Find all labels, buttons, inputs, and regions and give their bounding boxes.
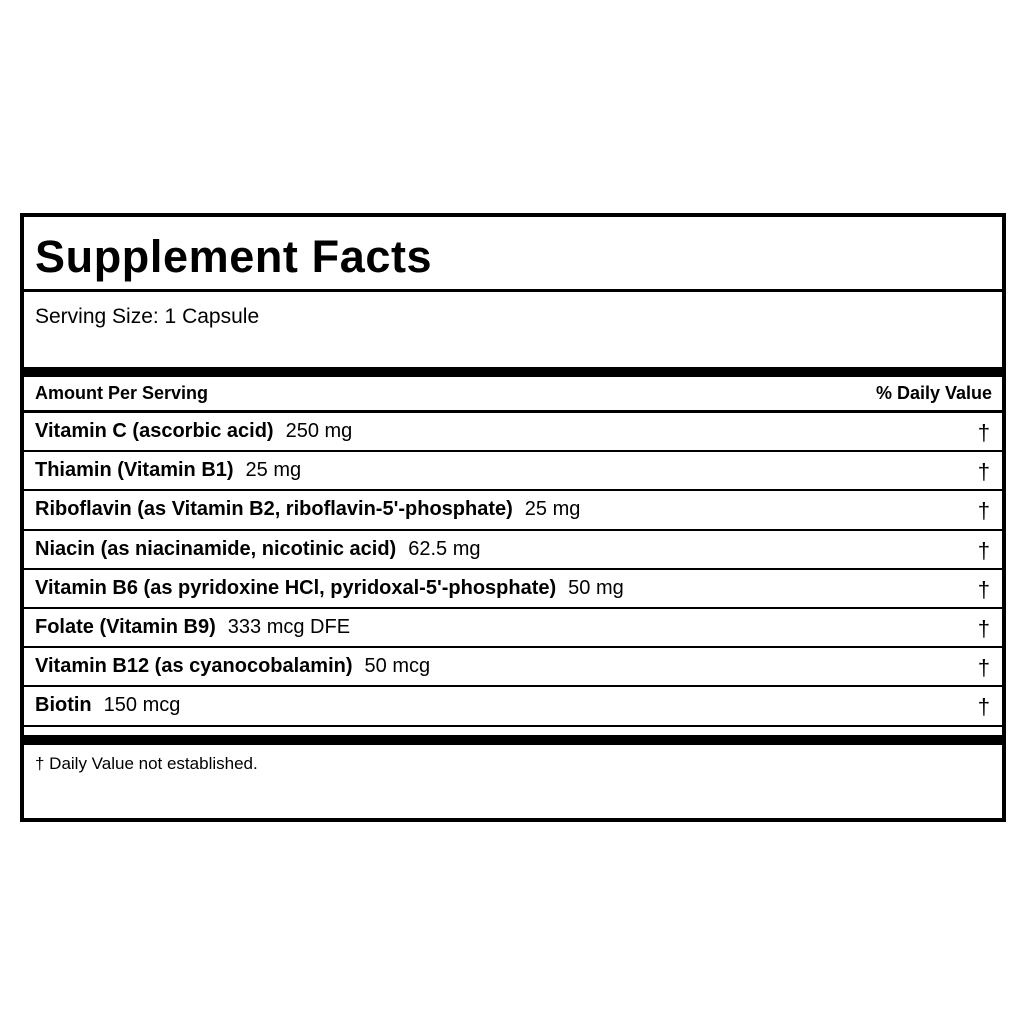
footnote: † Daily Value not established. bbox=[35, 754, 258, 773]
column-header-row bbox=[24, 377, 1002, 413]
title-section bbox=[24, 217, 1002, 292]
daily-value-dagger: † bbox=[977, 655, 990, 681]
nutrient-row bbox=[24, 531, 1002, 570]
nutrient-name: Thiamin (Vitamin B1) bbox=[35, 459, 234, 482]
nutrient-name: Niacin (as niacinamide, nicotinic acid) bbox=[35, 537, 397, 560]
nutrient-amount: 150 mcg bbox=[103, 694, 181, 717]
daily-value-dagger: † bbox=[977, 694, 990, 720]
daily-value-dagger: † bbox=[977, 576, 990, 602]
daily-value-dagger: † bbox=[977, 420, 990, 445]
nutrient-name: Vitamin C (ascorbic acid) bbox=[35, 420, 274, 442]
nutrient-row bbox=[24, 452, 1002, 491]
daily-value-dagger: † bbox=[977, 498, 990, 524]
nutrient-amount: 25 mg bbox=[524, 498, 581, 521]
nutrient-row bbox=[24, 687, 1002, 726]
amount-per-serving-header: Amount Per Serving bbox=[35, 383, 209, 403]
daily-value-header: % Daily Value bbox=[875, 383, 992, 403]
thick-divider-top bbox=[24, 367, 1002, 377]
nutrient-name: Vitamin B12 (as cyanocobalamin) bbox=[35, 655, 353, 678]
supplement-facts-panel bbox=[20, 213, 1006, 822]
nutrient-amount: 333 mcg DFE bbox=[227, 615, 351, 638]
nutrient-row bbox=[24, 491, 1002, 530]
serving-size: Serving Size: 1 Capsule bbox=[35, 305, 260, 328]
daily-value-dagger: † bbox=[977, 459, 990, 485]
nutrient-amount: 50 mcg bbox=[364, 655, 431, 678]
nutrient-amount: 250 mg bbox=[285, 420, 353, 442]
thick-divider-bottom bbox=[24, 735, 1002, 745]
nutrient-name: Folate (Vitamin B9) bbox=[35, 615, 216, 638]
nutrient-amount: 50 mg bbox=[568, 576, 624, 599]
nutrient-row bbox=[24, 609, 1002, 648]
nutrient-row bbox=[24, 648, 1002, 687]
daily-value-dagger: † bbox=[977, 537, 990, 563]
daily-value-dagger: † bbox=[977, 615, 990, 641]
nutrient-name: Riboflavin (as Vitamin B2, riboflavin-5'-phosphate) bbox=[35, 498, 513, 521]
nutrient-name: Biotin bbox=[35, 694, 92, 717]
nutrient-rows bbox=[24, 413, 1002, 727]
nutrient-amount: 25 mg bbox=[245, 459, 302, 482]
nutrient-row bbox=[24, 570, 1002, 609]
nutrient-amount: 62.5 mg bbox=[408, 537, 481, 560]
panel-title: Supplement Facts bbox=[35, 231, 433, 282]
nutrient-row bbox=[24, 413, 1002, 452]
nutrient-name: Vitamin B6 (as pyridoxine HCl, pyridoxal-5'-phosphate) bbox=[35, 576, 557, 599]
